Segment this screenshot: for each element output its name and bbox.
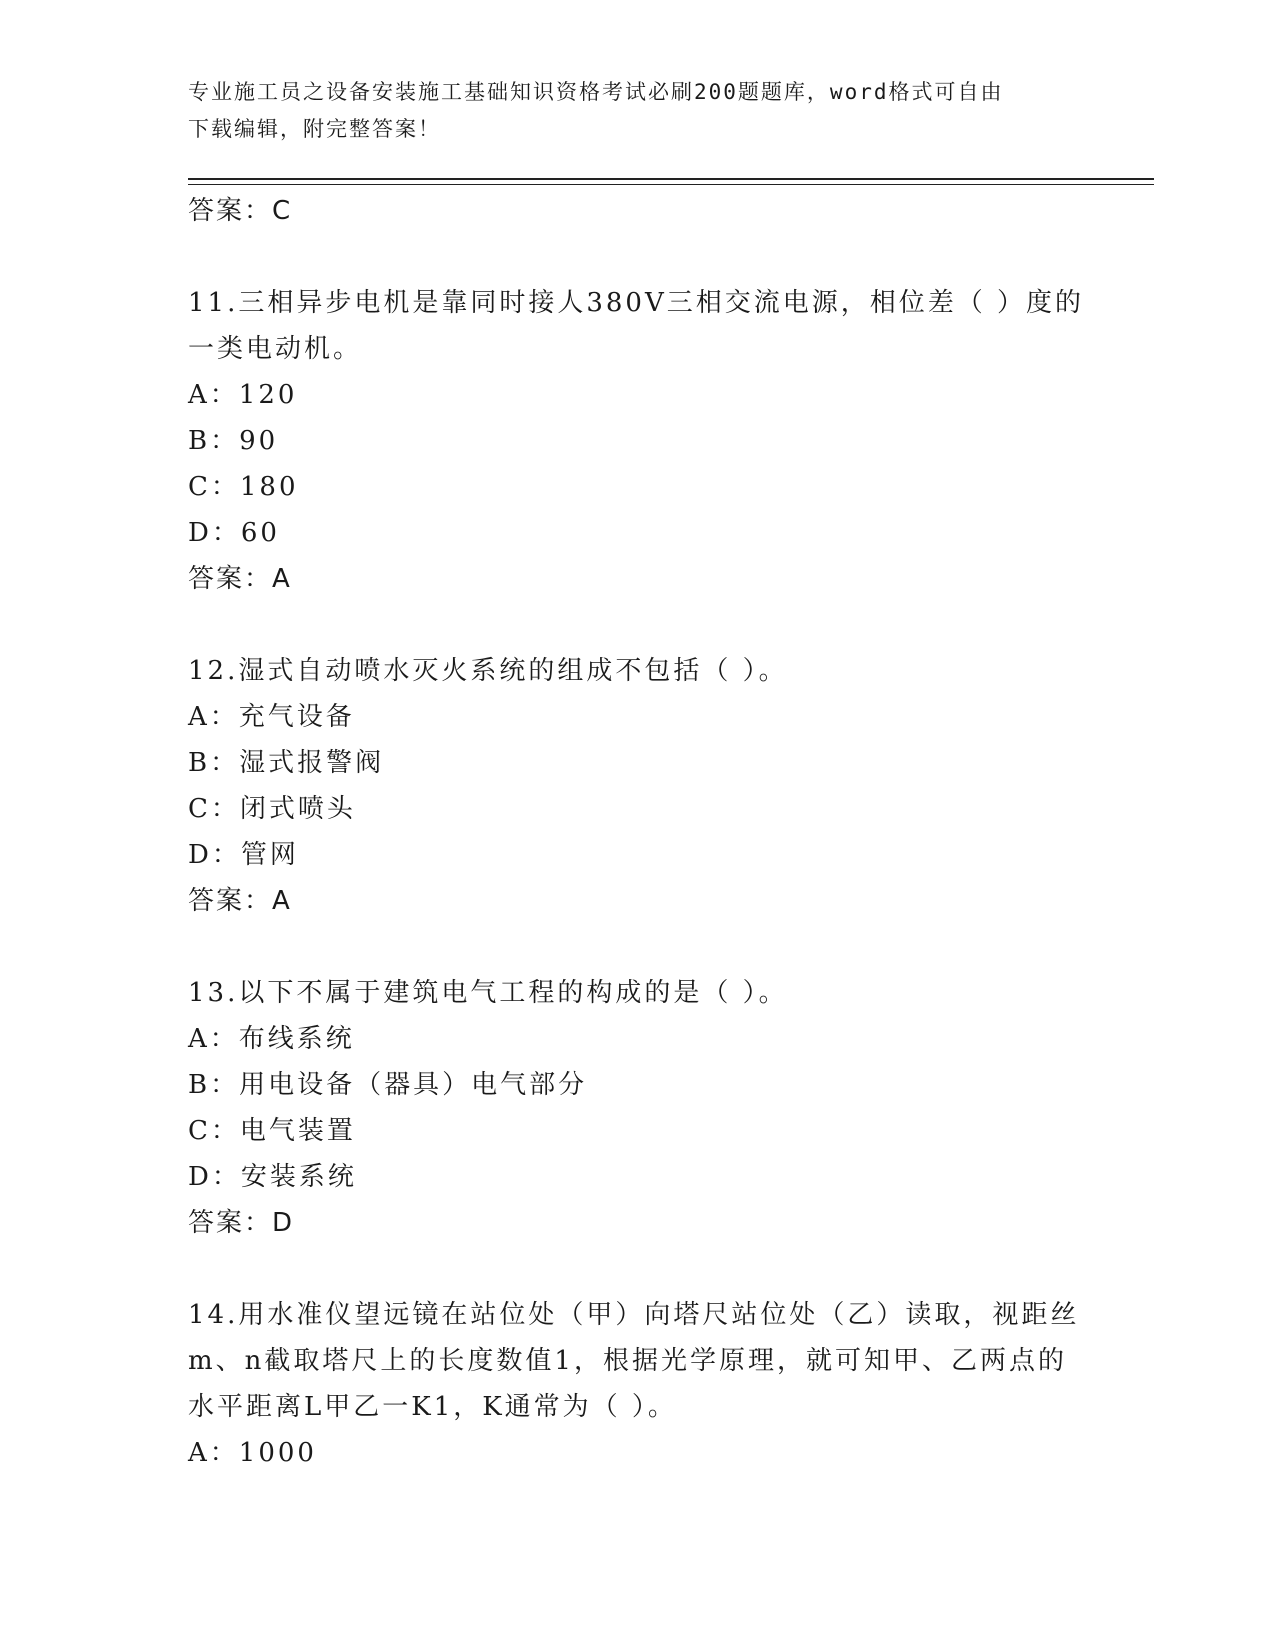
- question-13: [188, 970, 1088, 1246]
- header-line-2: 下载编辑，附完整答案！: [188, 117, 441, 141]
- question-text: 12.湿式自动喷水灭火系统的组成不包括（ ）。: [188, 656, 788, 686]
- question-text: 11.三相异步电机是靠同时接人380V三相交流电源，相位差（ ）度的: [188, 288, 1085, 318]
- question-content: [188, 188, 1088, 1476]
- answer: 答案：D: [188, 1208, 295, 1238]
- document-header: [188, 74, 1068, 148]
- header-rule: [188, 178, 1154, 180]
- answer: 答案：A: [188, 564, 292, 594]
- option-b: B：用电设备（器具）电气部分: [188, 1070, 588, 1100]
- option-a: A：布线系统: [188, 1024, 355, 1054]
- answer: 答案：A: [188, 886, 292, 916]
- option-a: A：1000: [188, 1438, 317, 1468]
- option-b: B：湿式报警阀: [188, 748, 385, 778]
- option-d: D：安装系统: [188, 1162, 357, 1192]
- previous-answer: 答案：C: [188, 196, 293, 226]
- option-a: A：120: [188, 380, 298, 410]
- option-c: C：电气装置: [188, 1116, 356, 1146]
- option-a: A：充气设备: [188, 702, 355, 732]
- header-rule-thin: [188, 184, 1154, 185]
- question-11: [188, 280, 1088, 602]
- option-c: C：180: [188, 472, 299, 502]
- question-14: [188, 1292, 1088, 1476]
- question-text: 14.用水准仪望远镜在站位处（甲）向塔尺站位处（乙）读取，视距丝: [188, 1300, 1080, 1330]
- option-b: B：90: [188, 426, 279, 456]
- option-d: D：60: [188, 518, 280, 548]
- question-text: m、n截取塔尺上的长度数值1，根据光学原理，就可知甲、乙两点的: [188, 1346, 1067, 1376]
- question-text: 一类电动机。: [188, 334, 363, 364]
- header-line-1: 专业施工员之设备安装施工基础知识资格考试必刷200题题库，word格式可自由: [188, 80, 1004, 104]
- option-c: C：闭式喷头: [188, 794, 356, 824]
- question-text: 水平距离L甲乙一K1，K通常为（ ）。: [188, 1392, 677, 1422]
- question-text: 13.以下不属于建筑电气工程的构成的是（ ）。: [188, 978, 788, 1008]
- question-12: [188, 648, 1088, 924]
- option-d: D：管网: [188, 840, 299, 870]
